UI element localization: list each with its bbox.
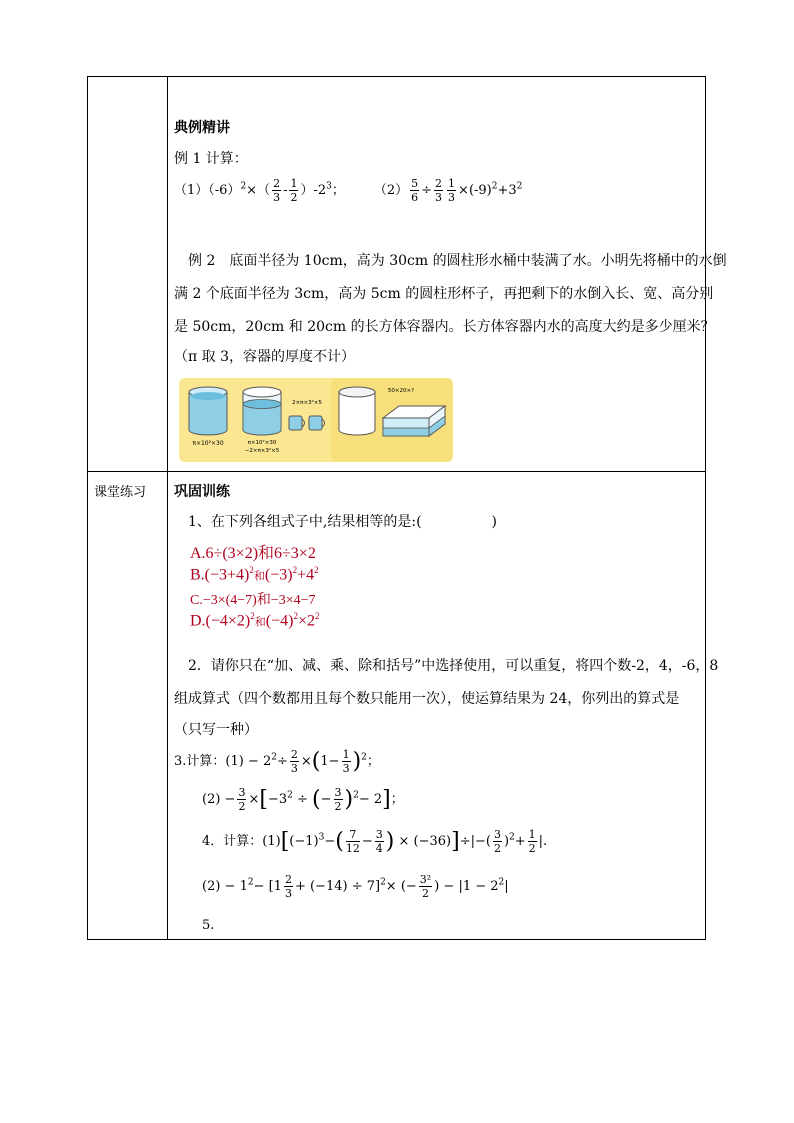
den: 3 xyxy=(284,887,292,900)
num: 3 xyxy=(334,786,342,799)
q1b-part2: (−3) xyxy=(264,566,293,584)
fraction xyxy=(375,829,384,854)
fraction xyxy=(410,178,419,203)
ex1-p2-tail-sup: 2 xyxy=(491,181,498,192)
example2-line2: 满 2 个底面半径为 3cm，高为 5cm 的圆柱形杯子，再把剩下的水倒入长、宽、高分别 xyxy=(174,286,714,302)
den: 2 xyxy=(290,191,298,204)
label-bucket1: π×10²×30 xyxy=(192,440,224,447)
fraction xyxy=(528,829,537,854)
question2-line1: 2．请你只在“加、减、乘、除和括号”中选择使用，可以重复，将四个数-2，4，-6，8 xyxy=(188,658,719,674)
empty-bucket-icon xyxy=(339,387,375,435)
num: 1 xyxy=(528,828,536,841)
num: 3 xyxy=(493,828,501,841)
q1d-sup1: 2 xyxy=(250,611,255,621)
ex1-p2-plus: +3 xyxy=(497,183,517,198)
q4-label: 4．计算：(1) xyxy=(202,834,281,849)
den: 6 xyxy=(411,191,419,204)
num: 1 xyxy=(342,748,350,761)
fraction xyxy=(237,787,246,812)
ex1-p2-tail: (-9) xyxy=(468,183,492,198)
q4b-minus: − [1 xyxy=(253,879,282,894)
ex1-p2-label: （2） xyxy=(373,183,409,198)
ex1-p1-start: （1）（-6） xyxy=(174,183,241,198)
q3b-minus: − xyxy=(320,792,332,807)
fraction xyxy=(447,178,456,203)
question2-line3: （只写一种） xyxy=(174,722,258,738)
example2-line4: （π 取 3，容器的厚度不计） xyxy=(174,349,356,365)
q1b-sup3: 2 xyxy=(314,565,319,575)
q3b-mid-sup: 2 xyxy=(287,790,293,801)
column-divider xyxy=(167,77,168,939)
fraction xyxy=(342,749,351,774)
example1-intro: 例 1 计算： xyxy=(174,151,248,167)
section-heading-examples: 典例精讲 xyxy=(174,120,230,136)
q4-div: ÷ xyxy=(459,834,471,849)
ex1-p2-div: ÷ xyxy=(421,183,433,198)
num: 3² xyxy=(419,873,432,886)
num: 3 xyxy=(238,786,246,799)
question3-part2: (2) − $\frac{3}{2}$ $\times[-3^2$ ÷ (− $\frac{3}{2}$ )$^2$− 2]； xyxy=(202,786,404,813)
q1d-sup3: 2 xyxy=(314,611,320,621)
ex1-p1-end-sup: 3 xyxy=(326,181,332,192)
row-divider xyxy=(88,471,705,472)
question4-part2 xyxy=(202,874,509,899)
num: 3 xyxy=(375,828,383,841)
q1-option-b xyxy=(190,565,319,584)
example2-line3: 是 50cm，20cm 和 20cm 的长方体容器内。长方体容器内水的高度大约是多少厘米？ xyxy=(174,319,715,335)
label-box: 50×20×? xyxy=(387,388,415,394)
den: 2 xyxy=(238,800,246,813)
q3-sup: 2 xyxy=(271,752,277,763)
q4b-times: × (− xyxy=(385,879,417,894)
fraction xyxy=(419,874,432,899)
den: 3 xyxy=(342,762,350,775)
den: 12 xyxy=(345,842,360,855)
num: 1 xyxy=(290,177,298,190)
q4-times: × xyxy=(398,834,410,849)
q1d-part2: (−4) xyxy=(265,612,294,630)
num: 2 xyxy=(284,873,292,886)
num: 2 xyxy=(290,748,298,761)
den: 3 xyxy=(448,191,456,204)
num: 1 xyxy=(448,177,456,190)
containers-illustration xyxy=(179,378,453,462)
fraction xyxy=(272,178,281,203)
q4b-sup: 2 xyxy=(247,877,254,888)
q3-end: ； xyxy=(366,754,380,769)
q4b-mid-sup: 2 xyxy=(380,877,386,888)
q1b-sup1: 2 xyxy=(249,565,254,575)
q3-times: × xyxy=(300,754,312,769)
q3b-label: (2) − xyxy=(202,792,236,807)
q4-p1: (−1) xyxy=(289,834,319,849)
q4b-end-sup: 2 xyxy=(498,877,505,888)
q4-p2: (−36) xyxy=(413,834,452,849)
fraction xyxy=(290,749,299,774)
fraction xyxy=(284,874,293,899)
q4b-label: (2) − 1 xyxy=(202,879,248,894)
ex1-p2-times: × xyxy=(458,183,469,198)
fraction xyxy=(346,829,360,854)
q3b-div: ÷ xyxy=(297,792,308,807)
question2-line2: 组成算式（四个数都用且每个数只能用一次），使运算结果为 24，你列出的算式是 xyxy=(174,691,680,707)
question5: 5. xyxy=(202,918,215,933)
q1b-sup2: 2 xyxy=(292,565,298,575)
q3b-end: − 2 xyxy=(358,792,383,807)
question1: 1、在下列各组式子中,结果相等的是:( ) xyxy=(188,514,497,530)
q1d-sup2: 2 xyxy=(293,611,298,621)
q1d-and: 和 xyxy=(254,616,266,629)
q1b-and: 和 xyxy=(253,570,265,583)
q4b-mid: + (−14) ÷ 7] xyxy=(294,879,381,894)
q1-option-a: A.6÷(3×2)和6÷3×2 xyxy=(190,545,316,562)
den: 2 xyxy=(493,842,501,855)
num: 7 xyxy=(346,829,360,842)
q4-plus: + xyxy=(514,834,526,849)
den: 2 xyxy=(528,842,536,855)
q3-sq: 2 xyxy=(361,752,367,763)
q3b-times: × xyxy=(248,792,260,807)
q1b-part3: +4 xyxy=(297,566,315,584)
example1-problem xyxy=(174,178,522,203)
num: 5 xyxy=(411,177,419,190)
ex1-p1-times: ×（ xyxy=(246,183,271,198)
partial-bucket-icon xyxy=(243,387,281,435)
q4-minus: − xyxy=(324,834,336,849)
q1-option-c: C.−3×(4−7)和−3×4−7 xyxy=(190,593,316,608)
cup-icon xyxy=(309,416,325,430)
q3-label: 3.计算：(1) − 2 xyxy=(174,754,272,769)
q4b-bar: | xyxy=(504,879,509,894)
q4-end: |. xyxy=(538,834,548,849)
ex1-p1-end: ）-2 xyxy=(300,183,327,198)
q4-abs: |− xyxy=(470,834,486,849)
den: 2 xyxy=(422,887,429,900)
ex1-p1-semicolon: ； xyxy=(331,183,345,198)
question3-part1: 3.计算：$(1) - 2^2\div$ $\frac{2}{3}$ ×(1− $\frac{1}{3}$ )$^2$； xyxy=(174,748,380,775)
fraction xyxy=(334,787,343,812)
label-cups: 2×π×3²×5 xyxy=(292,400,322,406)
den: 3 xyxy=(290,762,298,775)
q1d-part1: D.(−4×2) xyxy=(190,612,251,630)
q3-div: ÷ xyxy=(276,754,288,769)
den: 3 xyxy=(273,191,281,204)
q4-sq: 2 xyxy=(509,832,515,843)
cup-icon xyxy=(289,416,305,430)
full-bucket-icon xyxy=(189,387,227,435)
q1d-part3: ×2 xyxy=(297,612,315,630)
q4-p1-sup: 3 xyxy=(318,832,325,843)
q3b-end-sup: 2 xyxy=(353,790,359,801)
q4b-end: ) − |1 − 2 xyxy=(434,879,499,894)
den: 2 xyxy=(334,800,342,813)
den: 4 xyxy=(375,842,383,855)
side-label-class-practice: 课堂练习 xyxy=(94,485,147,500)
fraction xyxy=(493,829,502,854)
question4-part1: 4．计算：$(1)[(-1)^3-$( $\frac{7}{12}$ − $\frac{3}{4}$ ) × (−36)]÷|−( $\frac{3}{2}$ )$^2$+ $\frac{1}{2}$ |. xyxy=(202,828,548,855)
q1b-part1: B.(−3+4) xyxy=(190,566,250,584)
fraction xyxy=(434,178,443,203)
q3b-semicolon: ； xyxy=(390,792,404,807)
q1-option-d xyxy=(190,611,319,630)
q3b-mid: −3 xyxy=(267,792,288,807)
ex1-p2-plus-sup: 2 xyxy=(516,181,523,192)
den: 3 xyxy=(435,191,443,204)
ex1-p1-minus: - xyxy=(283,183,288,198)
num: 2 xyxy=(435,177,443,190)
example2-line1: 例 2 底面半径为 10cm，高为 30cm 的圆柱形水桶中装满了水。小明先将桶中的水倒 xyxy=(188,253,727,269)
num: 2 xyxy=(273,177,281,190)
fraction xyxy=(289,178,298,203)
q3-one: 1− xyxy=(320,754,340,769)
box-container-icon xyxy=(383,406,445,436)
label-bucket2b: −2×π×3²×5 xyxy=(244,448,280,454)
ex1-p1-sup: 2 xyxy=(240,181,247,192)
section-heading-practice: 巩固训练 xyxy=(174,484,230,500)
label-bucket2a: π×10²×30 xyxy=(247,440,277,446)
